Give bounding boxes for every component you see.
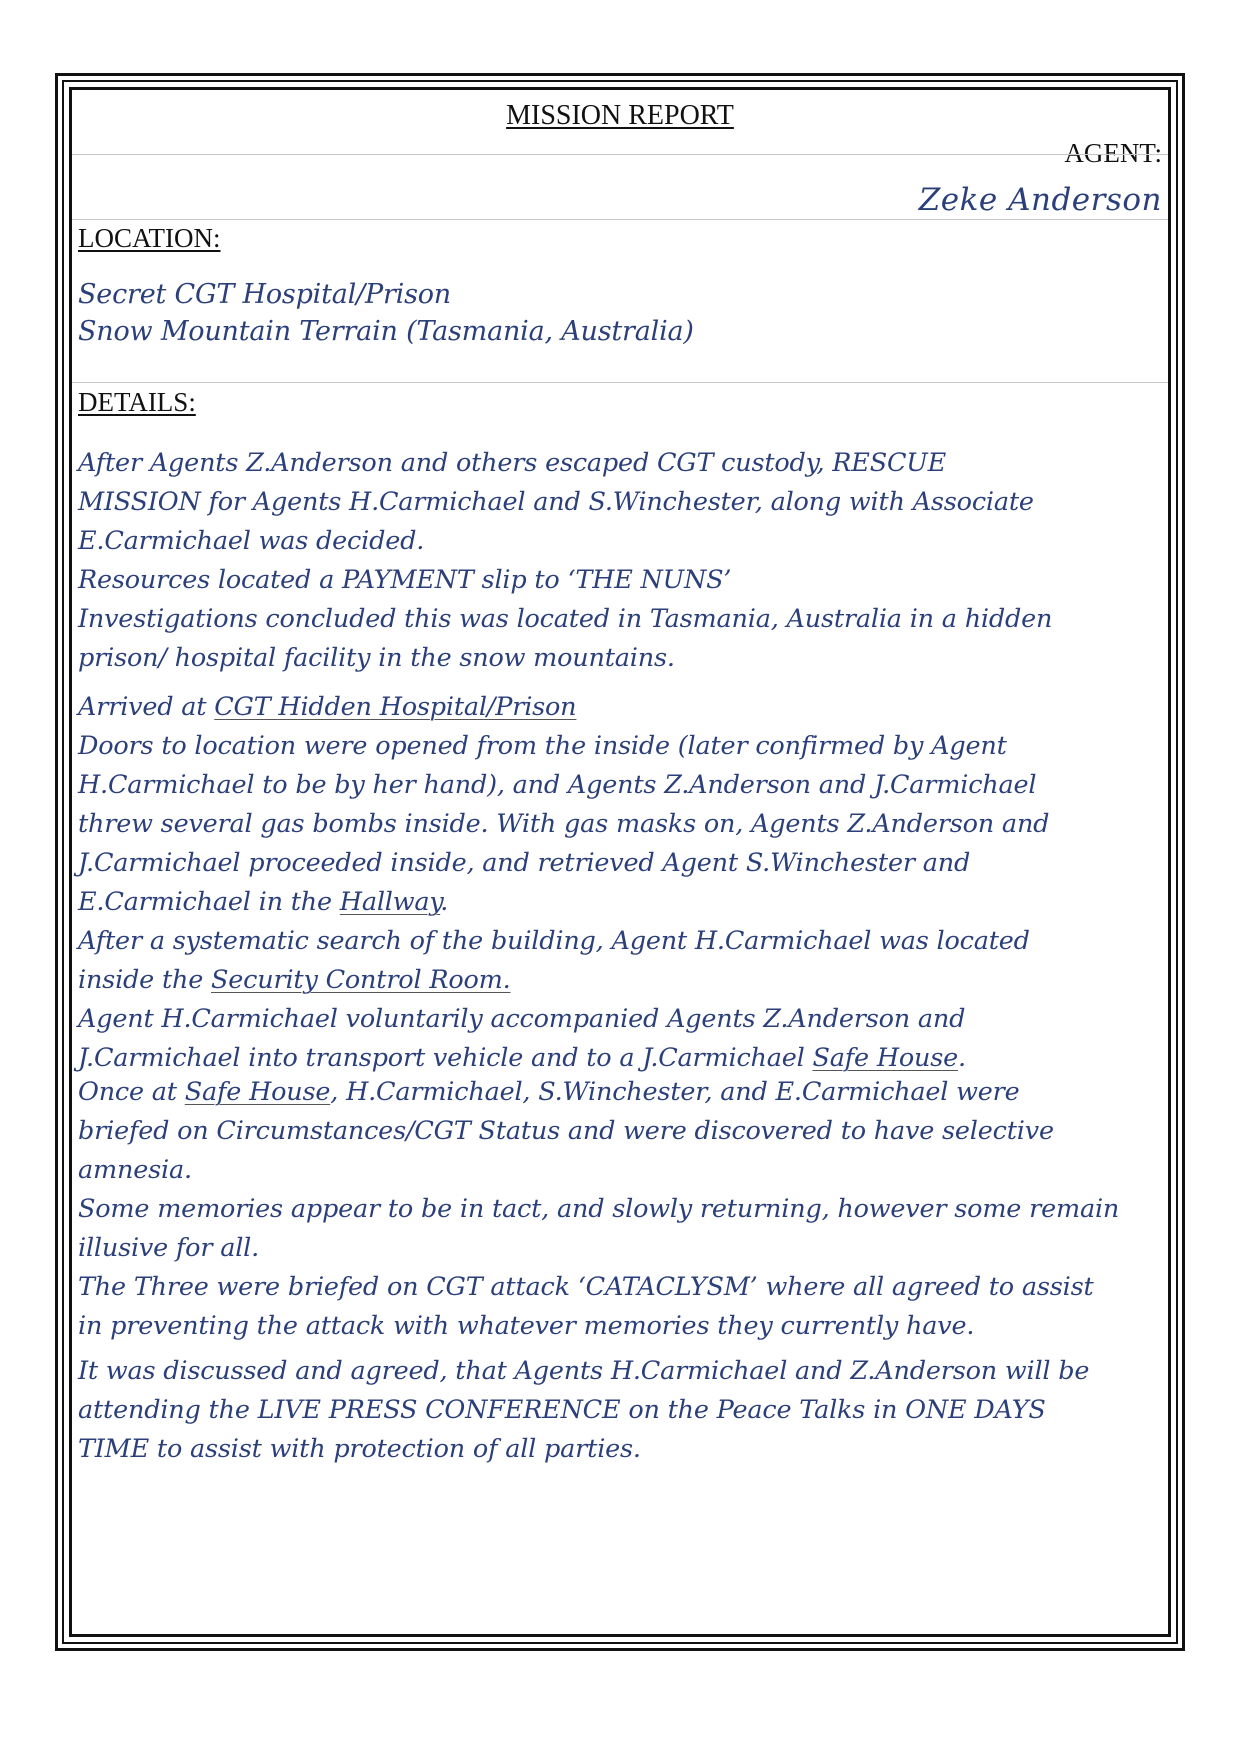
details-line: illusive for all. bbox=[78, 1233, 260, 1263]
details-line: J.Carmichael proceeded inside, and retrieved Agent S.Winchester and bbox=[78, 848, 971, 878]
report-frame bbox=[69, 87, 1171, 1637]
details-line: The Three were briefed on CGT attack ‘CATACLYSM’ where all agreed to assist bbox=[78, 1272, 1094, 1302]
details-text: J.Carmichael into transport vehicle and to a J.Carmichael bbox=[78, 1043, 813, 1073]
location-line: Secret CGT Hospital/Prison bbox=[78, 279, 451, 310]
agent-name: Zeke Anderson bbox=[918, 182, 1162, 218]
details-line: in preventing the attack with whatever memories they currently have. bbox=[78, 1311, 975, 1341]
details-label: DETAILS: bbox=[78, 387, 196, 417]
location-text bbox=[78, 276, 1164, 350]
location-reference: Security Control Room. bbox=[211, 965, 511, 995]
details-paragraph-2 bbox=[78, 688, 1164, 1078]
details-line: TIME to assist with protection of all parties. bbox=[78, 1434, 641, 1464]
details-line: amnesia. bbox=[78, 1155, 192, 1185]
divider bbox=[72, 219, 1168, 220]
details-text: Arrived at bbox=[78, 692, 215, 722]
details-line: prison/ hospital facility in the snow mountains. bbox=[78, 643, 675, 673]
mission-report bbox=[72, 90, 1168, 1634]
details-line: E.Carmichael was decided. bbox=[78, 526, 425, 556]
details-line: It was discussed and agreed, that Agents H.Carmichael and Z.Anderson will be bbox=[78, 1356, 1090, 1386]
details-line: H.Carmichael to be by her hand), and Agents Z.Anderson and J.Carmichael bbox=[78, 770, 1037, 800]
details-line: Doors to location were opened from the inside (later confirmed by Agent bbox=[78, 731, 1007, 761]
divider bbox=[72, 382, 1168, 383]
details-paragraph-4 bbox=[78, 1352, 1164, 1469]
location-reference: Hallway bbox=[339, 887, 441, 917]
details-text: inside the bbox=[78, 965, 212, 995]
details-paragraph-1 bbox=[78, 444, 1164, 678]
details-text: . bbox=[958, 1043, 966, 1073]
details-line bbox=[78, 1073, 1164, 1112]
location-label: LOCATION: bbox=[78, 223, 221, 253]
details-text: . bbox=[440, 887, 449, 917]
location-line: Snow Mountain Terrain (Tasmania, Australia) bbox=[78, 316, 694, 347]
details-line: MISSION for Agents H.Carmichael and S.Winchester, along with Associate bbox=[78, 487, 1034, 517]
details-line: Resources located a PAYMENT slip to ‘THE NUNS’ bbox=[78, 565, 732, 595]
details-line: threw several gas bombs inside. With gas masks on, Agents Z.Anderson and bbox=[78, 809, 1050, 839]
divider bbox=[72, 154, 1168, 155]
report-title: MISSION REPORT bbox=[506, 100, 734, 131]
details-line: After a systematic search of the building, Agent H.Carmichael was located bbox=[78, 926, 1030, 956]
details-line: Agent H.Carmichael voluntarily accompanied Agents Z.Anderson and bbox=[78, 1004, 966, 1034]
location-reference: Safe House bbox=[184, 1077, 331, 1107]
details-paragraph-3 bbox=[78, 1073, 1164, 1346]
agent-label: AGENT: bbox=[1064, 138, 1162, 168]
location-reference: CGT Hidden Hospital/Prison bbox=[214, 692, 577, 722]
details-line: Investigations concluded this was located in Tasmania, Australia in a hidden bbox=[78, 604, 1053, 634]
details-line: attending the LIVE PRESS CONFERENCE on the Peace Talks in ONE DAYS bbox=[78, 1395, 1046, 1425]
location-reference: Safe House bbox=[812, 1043, 959, 1073]
details-text: Once at bbox=[78, 1077, 185, 1107]
details-line bbox=[78, 688, 1164, 727]
details-text: E.Carmichael in the bbox=[78, 887, 340, 917]
details-line bbox=[78, 883, 1164, 922]
details-line: After Agents Z.Anderson and others escaped CGT custody, RESCUE bbox=[78, 448, 947, 478]
details-line bbox=[78, 961, 1164, 1000]
details-text: , H.Carmichael, S.Winchester, and E.Carmichael were bbox=[330, 1077, 1020, 1107]
details-line: briefed on Circumstances/CGT Status and were discovered to have selective bbox=[78, 1116, 1054, 1146]
details-line: Some memories appear to be in tact, and slowly returning, however some remain bbox=[78, 1194, 1120, 1224]
